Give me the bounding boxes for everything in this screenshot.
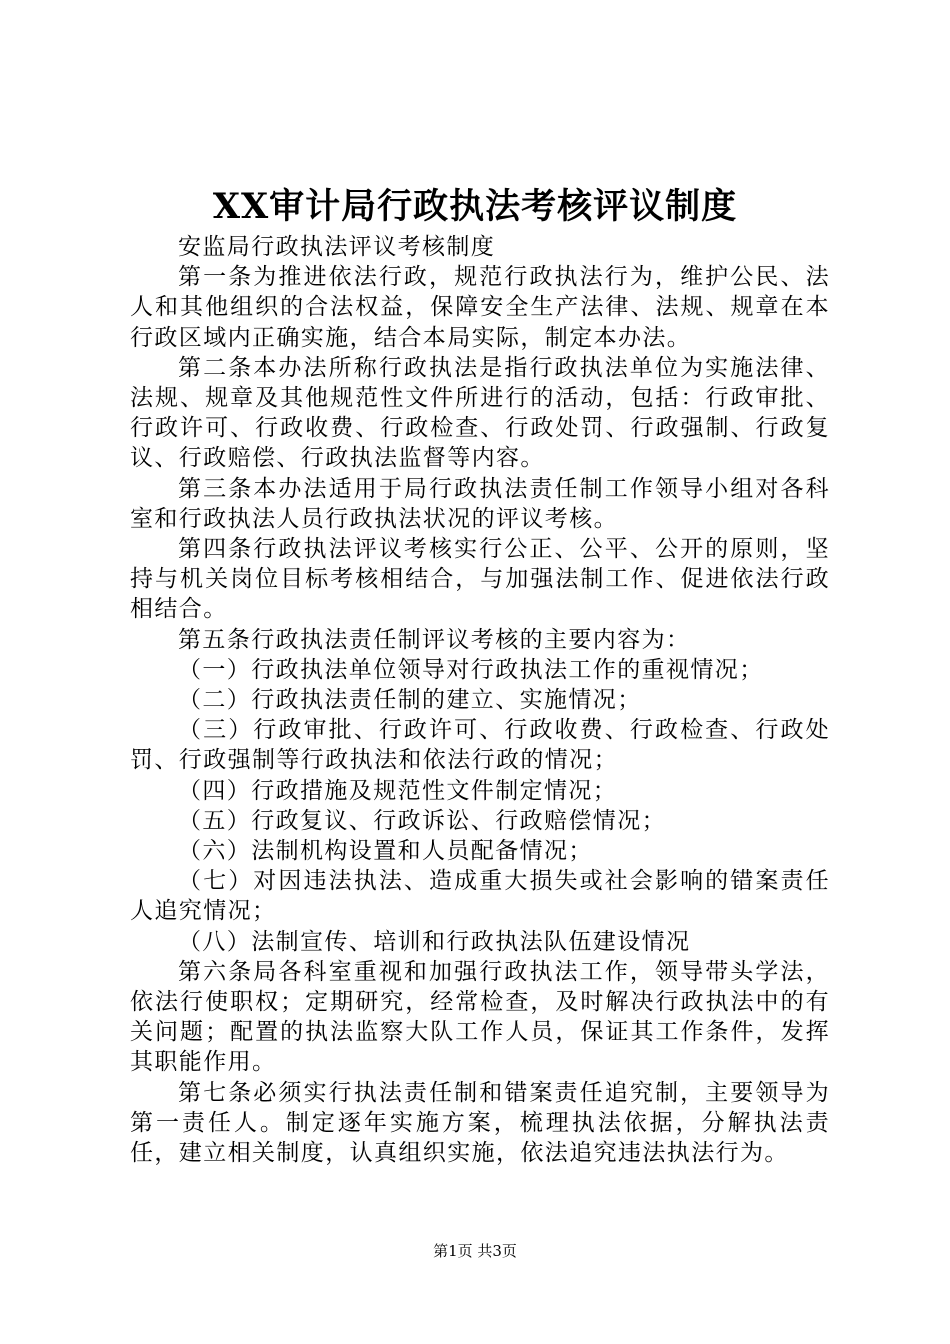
article-5-item-4: （四）行政措施及规范性文件制定情况； [178, 777, 618, 804]
document-title: XX审计局行政执法考核评议制度 [212, 186, 738, 227]
article-4: 第四条行政执法评议考核实行公正、公平、公开的原则，坚持与机关岗位目标考核相结合，与加强法制工作、促进依法行政相结合。 [130, 536, 830, 623]
article-6: 第六条局各科室重视和加强行政执法工作，领导带头学法，依法行使职权；定期研究，经常检查，及时解决行政执法中的有关问题；配置的执法监察大队工作人员，保证其工作条件，发挥其职能作用。 [130, 958, 830, 1076]
article-7: 第七条必须实行执法责任制和错案责任追究制，主要领导为第一责任人。制定逐年实施方案，梳理执法依据，分解执法责任，建立相关制度，认真组织实施，依法追究违法执法行为。 [130, 1079, 830, 1167]
article-5: 第五条行政执法责任制评议考核的主要内容为： [178, 626, 691, 653]
article-5-item-3: （三）行政审批、行政许可、行政收费、行政检查、行政处罚、行政强制等行政执法和依法行政的情况； [130, 717, 830, 774]
article-2: 第二条本办法所称行政执法是指行政执法单位为实施法律、法规、规章及其他规范性文件所进行的活动，包括：行政审批、行政许可、行政收费、行政检查、行政处罚、行政强制、行政复议、行政赔偿、行政执法监督等内容。 [130, 354, 830, 472]
page-number: 第1页 共3页 [433, 1242, 517, 1260]
article-5-item-8: （八）法制宣传、培训和行政执法队伍建设情况 [178, 928, 691, 955]
article-5-item-5: （五）行政复议、行政诉讼、行政赔偿情况； [178, 807, 666, 834]
article-1: 第一条为推进依法行政，规范行政执法行为，维护公民、法人和其他组织的合法权益，保障安全生产法律、法规、规章在本行政区域内正确实施，结合本局实际，制定本办法。 [130, 264, 830, 351]
article-5-item-2: （二）行政执法责任制的建立、实施情况； [178, 687, 642, 714]
document-body [130, 232, 830, 1168]
article-5-item-1: （一）行政执法单位领导对行政执法工作的重视情况； [178, 656, 764, 683]
document-subtitle: 安监局行政执法评议考核制度 [178, 234, 496, 260]
article-3: 第三条本办法适用于局行政执法责任制工作领导小组对各科室和行政执法人员行政执法状况的评议考核。 [130, 475, 830, 532]
article-5-item-6: （六）法制机构设置和人员配备情况； [178, 838, 593, 865]
article-5-item-7: （七）对因违法执法、造成重大损失或社会影响的错案责任人追究情况； [130, 868, 830, 925]
